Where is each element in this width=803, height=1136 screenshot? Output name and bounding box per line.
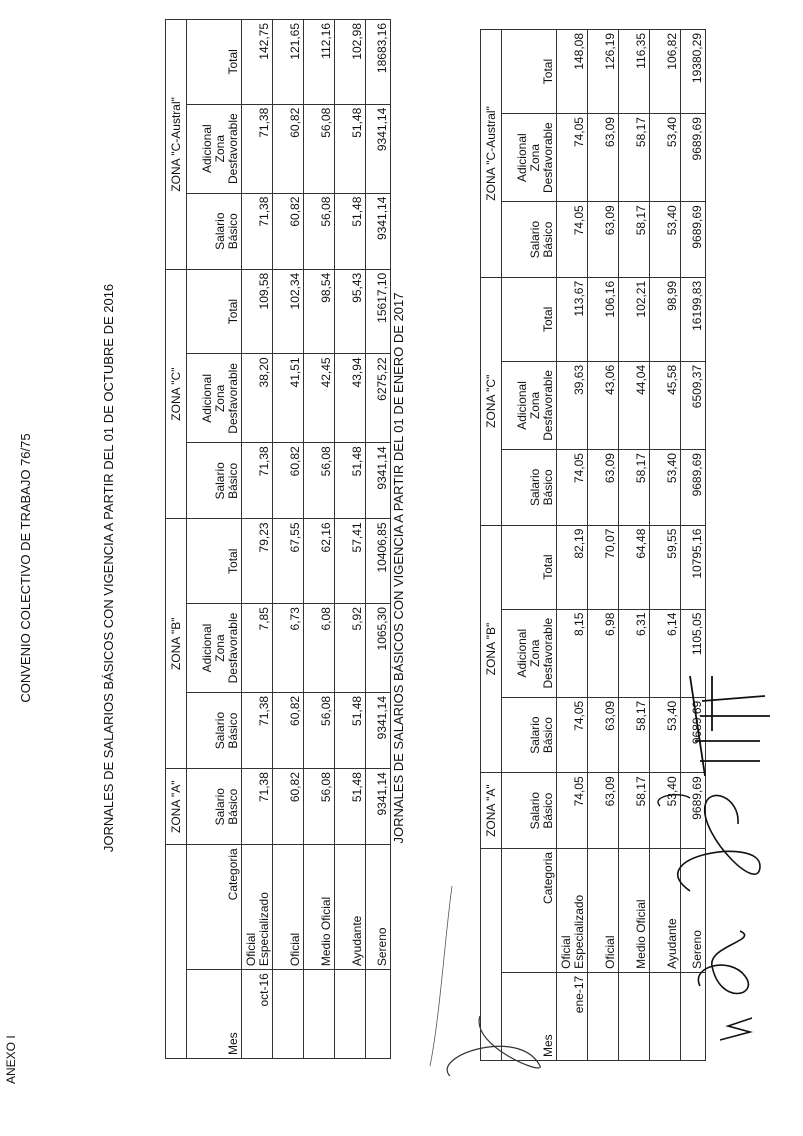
- value-cell: 116,35: [619, 30, 650, 114]
- value-cell: 9341,14: [366, 443, 391, 519]
- value-cell: 9341,14: [366, 193, 391, 269]
- value-cell: 60,82: [273, 443, 304, 519]
- salario-basico-header: Salario Básico: [187, 769, 242, 845]
- value-cell: 63,09: [588, 450, 619, 526]
- value-cell: 106,16: [588, 277, 619, 361]
- categoria-header: Categoria: [187, 845, 242, 970]
- table-row: [366, 20, 391, 1059]
- value-cell: 16199,83: [681, 277, 706, 361]
- adicional-header: Adicional Zona Desfavorable: [502, 361, 557, 449]
- value-cell: 63,09: [588, 114, 619, 202]
- value-cell: 53,40: [650, 450, 681, 526]
- section2-title: JORNALES DE SALARIOS BÁSICOS CON VIGENCIA A PARTIR DEL 01 DE ENERO DE 2017: [391, 292, 406, 844]
- value-cell: 51,48: [335, 104, 366, 193]
- zone-b-header: ZONA "B": [166, 519, 187, 769]
- value-cell: 5,92: [335, 604, 366, 693]
- value-cell: 102,34: [273, 269, 304, 354]
- value-cell: 71,38: [242, 104, 273, 193]
- empty-header-cell: [166, 845, 187, 1059]
- categoria-cell: Oficial: [588, 848, 619, 972]
- categoria-cell: Medio Oficial: [619, 848, 650, 972]
- value-cell: 19380,29: [681, 30, 706, 114]
- value-cell: 142,75: [242, 20, 273, 105]
- zone-c-header: ZONA "C": [166, 269, 187, 519]
- zone-c-header: ZONA "C": [481, 277, 502, 525]
- value-cell: 74,05: [557, 773, 588, 849]
- value-cell: 63,09: [588, 202, 619, 278]
- table-row: [681, 30, 706, 1061]
- zone-a-header: ZONA "A": [166, 769, 187, 845]
- adicional-header: Adicional Zona Desfavorable: [502, 609, 557, 697]
- table-row: [650, 30, 681, 1061]
- value-cell: 39,63: [557, 361, 588, 449]
- section1-title: JORNALES DE SALARIOS BÁSICOS CON VIGENCIA A PARTIR DEL 01 DE OCTUBRE DE 2016: [101, 283, 116, 853]
- value-cell: 6,31: [619, 609, 650, 697]
- value-cell: 56,08: [304, 104, 335, 193]
- value-cell: 102,21: [619, 277, 650, 361]
- categoria-cell: Ayudante: [335, 845, 366, 970]
- value-cell: 71,38: [242, 193, 273, 269]
- value-cell: 58,17: [619, 773, 650, 849]
- value-cell: 148,08: [557, 30, 588, 114]
- categoria-cell: Sereno: [681, 848, 706, 972]
- salario-basico-header: Salario Básico: [502, 450, 557, 526]
- value-cell: 9689,69: [681, 697, 706, 773]
- value-cell: 71,38: [242, 443, 273, 519]
- categoria-cell: Oficial: [273, 845, 304, 970]
- value-cell: 43,94: [335, 354, 366, 443]
- value-cell: 38,20: [242, 354, 273, 443]
- value-cell: 45,58: [650, 361, 681, 449]
- value-cell: 6509,37: [681, 361, 706, 449]
- mes-cell-empty: [304, 970, 335, 1059]
- categoria-cell: Ayudante: [650, 848, 681, 972]
- value-cell: 6,98: [588, 609, 619, 697]
- value-cell: 56,08: [304, 443, 335, 519]
- mes-cell-empty: [650, 972, 681, 1060]
- salario-basico-header: Salario Básico: [187, 443, 242, 519]
- categoria-cell: Oficial Especializado: [242, 845, 273, 970]
- value-cell: 62,16: [304, 519, 335, 604]
- value-cell: 53,40: [650, 202, 681, 278]
- value-cell: 9341,14: [366, 692, 391, 768]
- value-cell: 51,48: [335, 193, 366, 269]
- table-row: [304, 20, 335, 1059]
- value-cell: 53,40: [650, 114, 681, 202]
- empty-header-cell: [481, 848, 502, 1060]
- table-row: [619, 30, 650, 1061]
- value-cell: 71,38: [242, 692, 273, 768]
- value-cell: 9341,14: [366, 104, 391, 193]
- salario-basico-header: Salario Básico: [187, 692, 242, 768]
- value-cell: 98,99: [650, 277, 681, 361]
- value-cell: 60,82: [273, 769, 304, 845]
- value-cell: 58,17: [619, 202, 650, 278]
- salary-table-ene17: [480, 29, 706, 1061]
- mes-cell-empty: [273, 970, 304, 1059]
- total-header: Total: [502, 30, 557, 114]
- value-cell: 1065,30: [366, 604, 391, 693]
- value-cell: 42,45: [304, 354, 335, 443]
- value-cell: 121,65: [273, 20, 304, 105]
- value-cell: 57,41: [335, 519, 366, 604]
- value-cell: 10406,85: [366, 519, 391, 604]
- value-cell: 64,48: [619, 525, 650, 609]
- value-cell: 9689,69: [681, 450, 706, 526]
- zone-a-header: ZONA "A": [481, 773, 502, 849]
- value-cell: 44,04: [619, 361, 650, 449]
- value-cell: 56,08: [304, 769, 335, 845]
- mes-header: Mes: [502, 972, 557, 1060]
- value-cell: 60,82: [273, 692, 304, 768]
- value-cell: 109,58: [242, 269, 273, 354]
- mes-header: Mes: [187, 970, 242, 1059]
- value-cell: 43,06: [588, 361, 619, 449]
- total-header: Total: [502, 525, 557, 609]
- value-cell: 1105,05: [681, 609, 706, 697]
- value-cell: 51,48: [335, 443, 366, 519]
- mes-cell-empty: [619, 972, 650, 1060]
- mes-cell-empty: [681, 972, 706, 1060]
- value-cell: 41,51: [273, 354, 304, 443]
- value-cell: 106,82: [650, 30, 681, 114]
- value-cell: 9341,14: [366, 769, 391, 845]
- categoria-cell: Medio Oficial: [304, 845, 335, 970]
- value-cell: 7,85: [242, 604, 273, 693]
- value-cell: 6,08: [304, 604, 335, 693]
- value-cell: 60,82: [273, 193, 304, 269]
- mes-cell: oct-16: [242, 970, 273, 1059]
- total-header: Total: [502, 277, 557, 361]
- value-cell: 102,98: [335, 20, 366, 105]
- value-cell: 74,05: [557, 450, 588, 526]
- table-row: [588, 30, 619, 1061]
- value-cell: 59,55: [650, 525, 681, 609]
- value-cell: 82,19: [557, 525, 588, 609]
- value-cell: 95,43: [335, 269, 366, 354]
- categoria-cell: Sereno: [366, 845, 391, 970]
- value-cell: 58,17: [619, 450, 650, 526]
- value-cell: 18683,16: [366, 20, 391, 105]
- value-cell: 58,17: [619, 114, 650, 202]
- value-cell: 74,05: [557, 697, 588, 773]
- adicional-header: Adicional Zona Desfavorable: [187, 354, 242, 443]
- table-row: [273, 20, 304, 1059]
- value-cell: 9689,69: [681, 202, 706, 278]
- value-cell: 70,07: [588, 525, 619, 609]
- total-header: Total: [187, 519, 242, 604]
- table-row: [557, 30, 588, 1061]
- value-cell: 71,38: [242, 769, 273, 845]
- value-cell: 8,15: [557, 609, 588, 697]
- value-cell: 53,40: [650, 697, 681, 773]
- salario-basico-header: Salario Básico: [502, 202, 557, 278]
- value-cell: 74,05: [557, 202, 588, 278]
- value-cell: 67,55: [273, 519, 304, 604]
- salary-table-oct16: [165, 19, 391, 1059]
- value-cell: 6,73: [273, 604, 304, 693]
- salario-basico-header: Salario Básico: [502, 773, 557, 849]
- mes-cell-empty: [366, 970, 391, 1059]
- value-cell: 53,40: [650, 773, 681, 849]
- adicional-header: Adicional Zona Desfavorable: [502, 114, 557, 202]
- value-cell: 10795,16: [681, 525, 706, 609]
- value-cell: 79,23: [242, 519, 273, 604]
- value-cell: 58,17: [619, 697, 650, 773]
- value-cell: 113,67: [557, 277, 588, 361]
- zone-c-austral-header: ZONA "C-Austral": [166, 20, 187, 270]
- categoria-header: Categoria: [502, 848, 557, 972]
- value-cell: 51,48: [335, 769, 366, 845]
- value-cell: 126,19: [588, 30, 619, 114]
- value-cell: 51,48: [335, 692, 366, 768]
- value-cell: 9689,69: [681, 114, 706, 202]
- salario-basico-header: Salario Básico: [502, 697, 557, 773]
- total-header: Total: [187, 269, 242, 354]
- total-header: Total: [187, 20, 242, 105]
- value-cell: 63,09: [588, 697, 619, 773]
- mes-cell-empty: [335, 970, 366, 1059]
- adicional-header: Adicional Zona Desfavorable: [187, 604, 242, 693]
- document-title: CONVENIO COLECTIVO DE TRABAJO 76/75: [18, 433, 33, 703]
- value-cell: 63,09: [588, 773, 619, 849]
- value-cell: 112,16: [304, 20, 335, 105]
- value-cell: 6275,22: [366, 354, 391, 443]
- value-cell: 6,14: [650, 609, 681, 697]
- value-cell: 98,54: [304, 269, 335, 354]
- mes-cell: ene-17: [557, 972, 588, 1060]
- mes-cell-empty: [588, 972, 619, 1060]
- salario-basico-header: Salario Básico: [187, 193, 242, 269]
- adicional-header: Adicional Zona Desfavorable: [187, 104, 242, 193]
- value-cell: 15617,10: [366, 269, 391, 354]
- zone-b-header: ZONA "B": [481, 525, 502, 773]
- table-row: [335, 20, 366, 1059]
- annex-label: ANEXO I: [4, 1035, 18, 1084]
- value-cell: 56,08: [304, 692, 335, 768]
- table-row: [242, 20, 273, 1059]
- value-cell: 74,05: [557, 114, 588, 202]
- value-cell: 56,08: [304, 193, 335, 269]
- value-cell: 60,82: [273, 104, 304, 193]
- zone-c-austral-header: ZONA "C-Austral": [481, 30, 502, 278]
- value-cell: 9689,69: [681, 773, 706, 849]
- categoria-cell: Oficial Especializado: [557, 848, 588, 972]
